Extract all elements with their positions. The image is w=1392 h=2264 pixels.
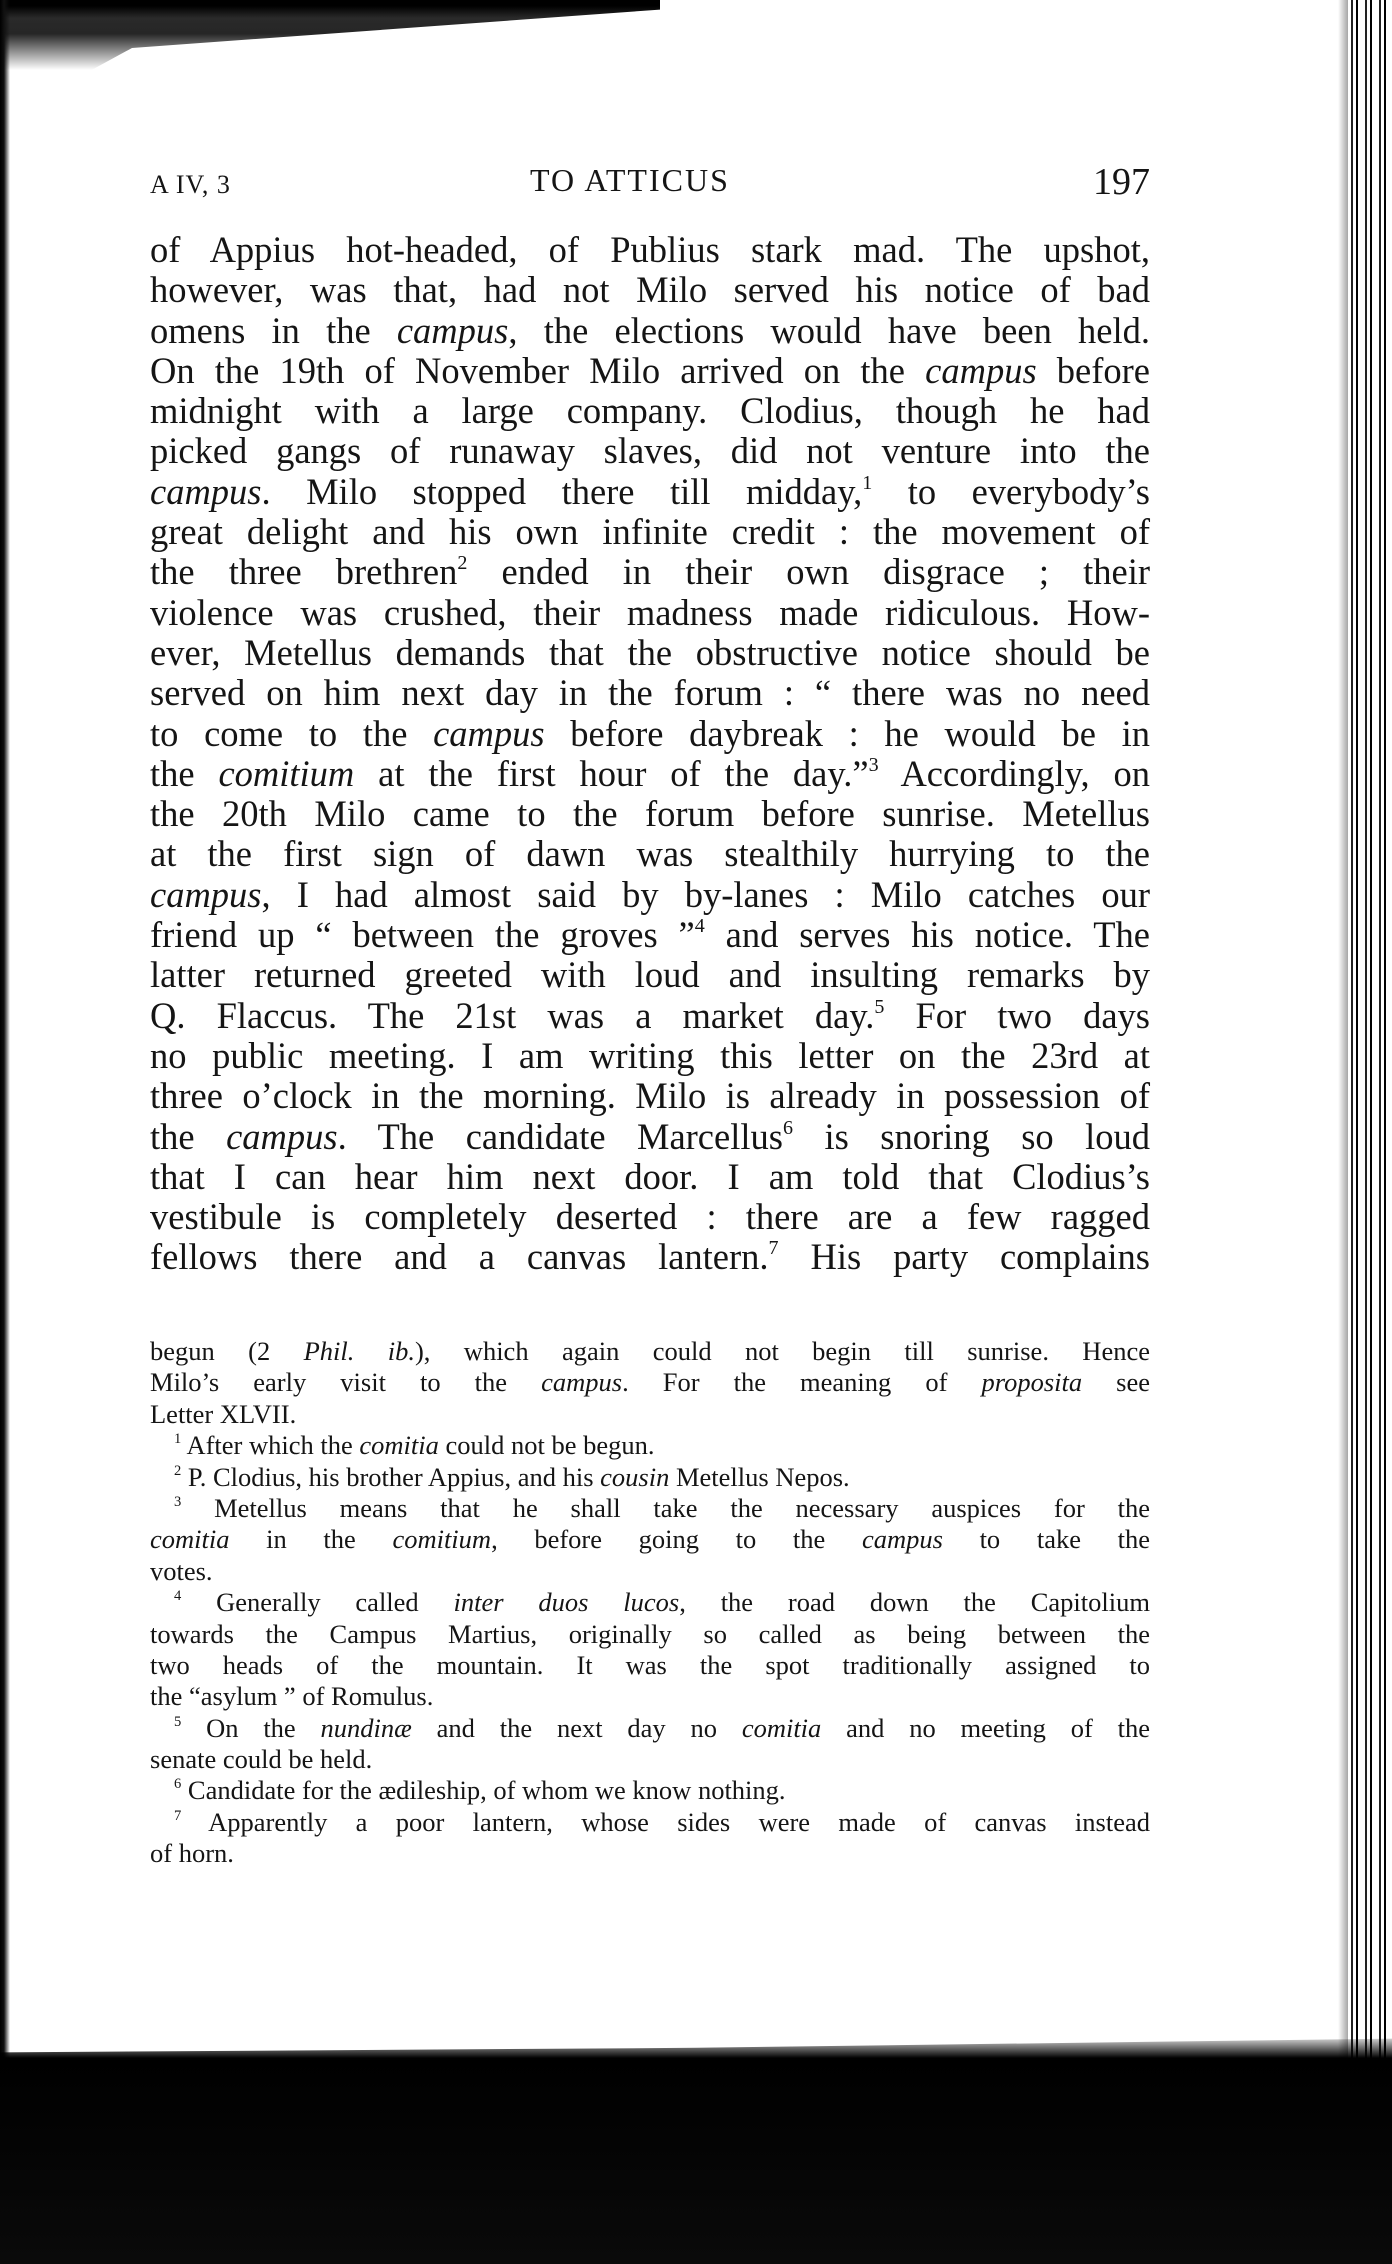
footnote-line: Letter XLVII. bbox=[150, 1398, 297, 1429]
footnote-line: of horn. bbox=[150, 1838, 234, 1869]
scan-page-edges-right bbox=[1348, 0, 1392, 2264]
footnote-marker: 2 bbox=[457, 552, 468, 575]
footnote-marker: 3 bbox=[868, 753, 879, 776]
italic-term: comitium bbox=[392, 1524, 492, 1555]
footnote-line: $^6$ Candidate for the ædileship, of whom we know nothing. bbox=[174, 1775, 786, 1806]
main-text bbox=[150, 230, 1150, 1278]
italic-term: comitium bbox=[218, 752, 355, 794]
footnote-marker: 5 bbox=[874, 995, 885, 1018]
text-line: campus, I had almost said by by-lanes : Milo catches our bbox=[150, 873, 1150, 915]
footnote-line: begun (2 Phil. ib.), which again could not begin till sunrise. Hence bbox=[150, 1336, 1150, 1366]
footnote-marker: 6 bbox=[782, 1116, 793, 1139]
text-line: vestibule is completely deserted : there are a few ragged bbox=[150, 1196, 1150, 1238]
text-line: midnight with a large company. Clodius, though he had bbox=[150, 390, 1150, 432]
italic-term: campus bbox=[396, 309, 509, 351]
text-line: On the 19th of November Milo arrived on the campus before bbox=[150, 349, 1150, 391]
footnote-marker: 4 bbox=[694, 915, 705, 937]
text-line: at the first sign of dawn was stealthily hurrying to the bbox=[150, 833, 1150, 875]
italic-term: campus bbox=[541, 1367, 623, 1398]
italic-term: proposita bbox=[981, 1367, 1083, 1398]
italic-term: campus bbox=[150, 470, 262, 512]
footnote-marker: 7 bbox=[174, 1807, 182, 1824]
scan-shadow-bottom bbox=[0, 2034, 1392, 2264]
page-number: 197 bbox=[1093, 161, 1150, 203]
footnote-marker: 1 bbox=[862, 471, 873, 494]
text-line: ever, Metellus demands that the obstructive notice should be bbox=[150, 631, 1150, 673]
footnote-marker: 1 bbox=[174, 1431, 182, 1448]
footnote-line: $^3$ Metellus means that he shall take the necessary auspices for the bbox=[174, 1492, 1150, 1523]
text-line: however, was that, had not Milo served his notice of bad bbox=[150, 269, 1150, 311]
footnote-marker: 7 bbox=[768, 1237, 779, 1260]
italic-term: campus bbox=[925, 349, 1037, 391]
italic-term: campus bbox=[433, 712, 545, 754]
text-line: omens in the campus, the elections would have been held. bbox=[150, 309, 1150, 351]
footnote-line: comitia in the comitium, before going to the campus to take the bbox=[150, 1524, 1150, 1555]
text-line: campus. Milo stopped there till midday,$^1$ to everybody’s bbox=[150, 470, 1151, 512]
footnote-marker: 5 bbox=[174, 1713, 182, 1730]
footnote-marker: 2 bbox=[174, 1462, 182, 1479]
text-line: picked gangs of runaway slaves, did not venture into the bbox=[150, 430, 1150, 472]
footnote-line: $^1$ After which the comitia could not be begun. bbox=[174, 1430, 655, 1461]
italic-term: campus bbox=[861, 1524, 943, 1555]
running-head-signature: A IV, 3 bbox=[150, 170, 231, 199]
footnote-line: two heads of the mountain. It was the spot traditionally assigned to bbox=[150, 1649, 1150, 1680]
text-line: fellows there and a canvas lantern.$^7$ His party complains bbox=[150, 1236, 1150, 1278]
italic-term: Phil. ib. bbox=[303, 1336, 415, 1366]
italic-term: comitia bbox=[741, 1712, 822, 1743]
footnotes bbox=[150, 1336, 1150, 1870]
running-head bbox=[150, 160, 1150, 210]
italic-term: comitia bbox=[150, 1524, 230, 1555]
text-line: the 20th Milo came to the forum before sunrise. Metellus bbox=[150, 793, 1150, 835]
text-line: to come to the campus before daybreak : he would be in bbox=[150, 712, 1150, 754]
text-line: violence was crushed, their madness made ridiculous. How- bbox=[150, 591, 1150, 633]
footnote-line: Milo’s early visit to the campus. For the meaning of proposita see bbox=[150, 1367, 1151, 1398]
text-line: friend up “ between the groves ”$^4$ and serves his notice. The bbox=[150, 914, 1151, 956]
text-line: great delight and his own infinite credit : the movement of bbox=[150, 511, 1150, 553]
italic-term: campus bbox=[226, 1115, 338, 1157]
scan-shadow-right bbox=[1338, 0, 1348, 2264]
text-line: the campus. The candidate Marcellus$^6$ is snoring so loud bbox=[150, 1115, 1151, 1157]
footnote-marker: 6 bbox=[174, 1776, 182, 1793]
italic-term: comitia bbox=[359, 1430, 439, 1461]
footnote-line: $^5$ On the nundinæ and the next day no comitia and no meeting of the bbox=[174, 1712, 1151, 1743]
text-line: three o’clock in the morning. Milo is already in possession of bbox=[150, 1075, 1150, 1117]
footnote-line: towards the Campus Martius, originally so called as being between the bbox=[150, 1618, 1150, 1649]
italic-term: inter duos lucos bbox=[453, 1587, 680, 1618]
italic-term: cousin bbox=[600, 1461, 670, 1492]
running-head-title: TO ATTICUS bbox=[530, 162, 730, 198]
text-line: no public meeting. I am writing this letter on the 23rd at bbox=[150, 1034, 1150, 1076]
footnote-line: the “asylum ” of Romulus. bbox=[150, 1681, 434, 1712]
footnote-marker: 4 bbox=[174, 1588, 182, 1605]
footnote-line: $^2$ P. Clodius, his brother Appius, and his cousin Metellus Nepos. bbox=[174, 1461, 850, 1492]
text-line: of Appius hot-headed, of Publius stark mad. The upshot, bbox=[150, 229, 1150, 270]
text-line: served on him next day in the forum : “ there was no need bbox=[150, 672, 1150, 714]
footnote-line: $^4$ Generally called inter duos lucos, the road down the Capitolium bbox=[174, 1587, 1150, 1618]
text-line: the three brethren$^2$ ended in their own disgrace ; their bbox=[150, 551, 1150, 593]
text-line: Q. Flaccus. The 21st was a market day.$^5$ For two days bbox=[150, 994, 1151, 1036]
italic-term: campus bbox=[150, 873, 262, 915]
scan-shadow-top-left bbox=[0, 0, 660, 120]
italic-term: nundinæ bbox=[320, 1712, 412, 1743]
footnote-marker: 3 bbox=[174, 1494, 182, 1511]
text-line: that I can hear him next door. I am told that Clodius’s bbox=[150, 1155, 1150, 1197]
text-line: the comitium at the first hour of the day.”$^3$ Accordingly, on bbox=[150, 752, 1151, 794]
footnote-line: $^7$ Apparently a poor lantern, whose sides were made of canvas instead bbox=[174, 1806, 1150, 1837]
footnote-line: votes. bbox=[150, 1555, 213, 1586]
footnote-line: senate could be held. bbox=[150, 1744, 373, 1775]
scan-shadow-left bbox=[0, 0, 10, 2264]
text-line: latter returned greeted with loud and insulting remarks by bbox=[150, 954, 1150, 996]
